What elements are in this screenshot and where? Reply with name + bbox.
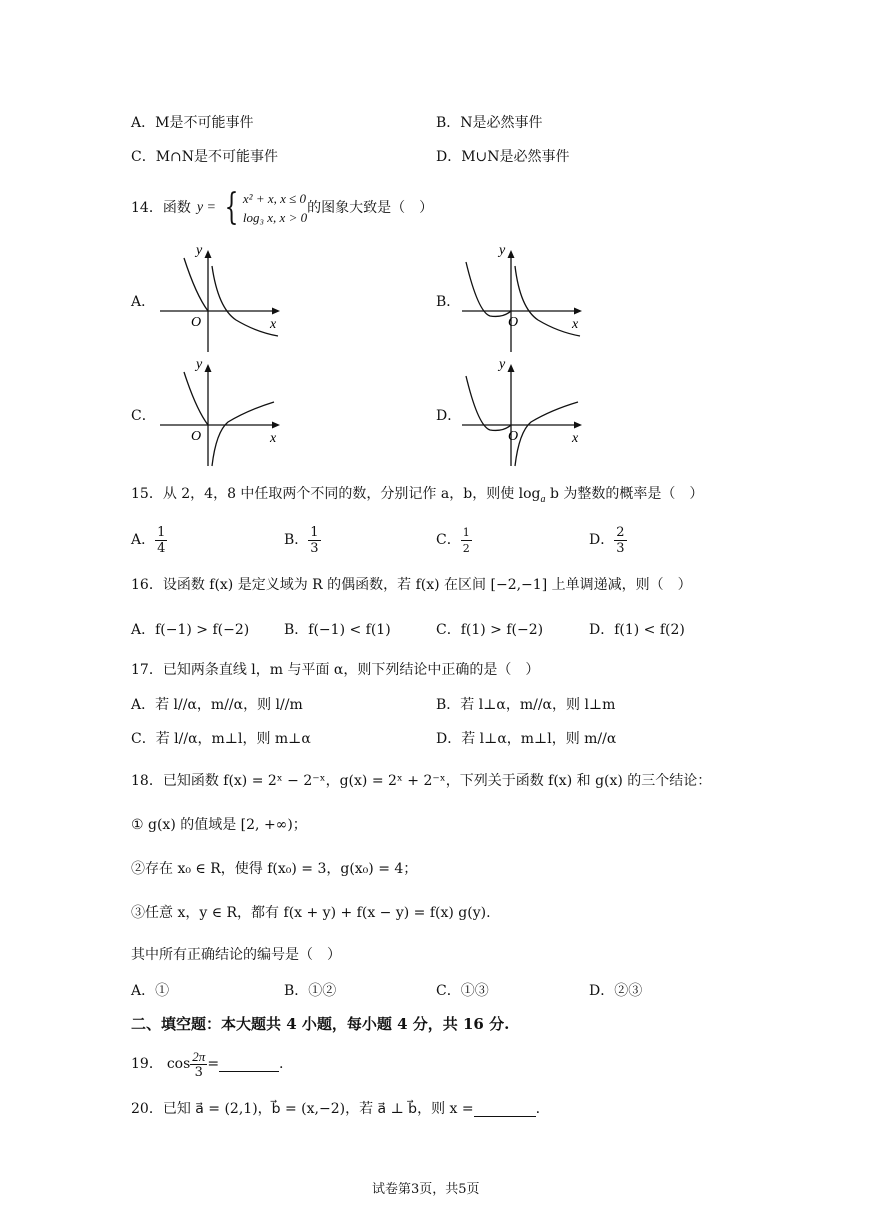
q16-option-d: D．f(1) < f(2) bbox=[589, 622, 685, 638]
q15-option-c-num: 1 bbox=[462, 525, 470, 539]
q15-option-c bbox=[436, 520, 472, 560]
q15-option-b-den: 3 bbox=[310, 540, 319, 556]
graph-b-y-label: y bbox=[499, 243, 506, 258]
q13-option-a: A．M是不可能事件 bbox=[131, 115, 254, 131]
q16-option-b: B．f(−1) < f(1) bbox=[284, 622, 391, 638]
graph-label-d: D． bbox=[436, 408, 462, 424]
q15-option-b-fraction bbox=[308, 525, 320, 556]
q14-suffix: 的图象大致是（ ） bbox=[307, 200, 434, 216]
piecewise-case-2: log₃ x, x > 0 bbox=[242, 210, 308, 225]
graph-d-x-label: x bbox=[572, 431, 579, 446]
q15-stem bbox=[131, 484, 703, 510]
q15-stem-sub: a bbox=[540, 493, 546, 505]
q13-option-d: D．M∪N是必然事件 bbox=[436, 149, 570, 165]
q14-func-y: y = bbox=[196, 200, 216, 215]
q15-stem-tail: b 为整数的概率是（ ） bbox=[545, 486, 704, 502]
graph-label-c: C． bbox=[131, 408, 156, 424]
q19-equals: = bbox=[207, 1056, 220, 1072]
q15-option-a-fraction bbox=[155, 525, 167, 556]
q19-period: . bbox=[279, 1056, 284, 1072]
graph-a bbox=[156, 240, 286, 355]
q16-option-c: C．f(1) > f(−2) bbox=[436, 622, 544, 638]
q14-stem bbox=[131, 187, 433, 229]
q15-option-b-label: B． bbox=[284, 532, 309, 548]
q16-stem: 16．设函数 f(x) 是定义域为 R 的偶函数，若 f(x) 在区间 [−2,−1] 上单调递减，则（ ） bbox=[131, 577, 692, 593]
graph-c-y-label: y bbox=[196, 357, 203, 372]
q18-option-c: C．①③ bbox=[436, 983, 489, 999]
q19-prefix: 19． bbox=[131, 1056, 163, 1072]
q15-option-a-label: A． bbox=[131, 532, 156, 548]
q15-option-d bbox=[589, 520, 627, 560]
q15-option-c-label: C． bbox=[436, 532, 461, 548]
q18-option-b: B．①② bbox=[284, 983, 337, 999]
graph-c bbox=[156, 354, 286, 469]
graph-b bbox=[458, 240, 588, 355]
q15-option-d-label: D． bbox=[589, 532, 615, 548]
graph-b-origin-label: O bbox=[508, 315, 519, 330]
q18-statement-1: ① g(x) 的值域是 [2, +∞)； bbox=[131, 817, 307, 833]
piecewise-brace: { bbox=[224, 187, 239, 228]
q14-prefix: 14．函数 bbox=[131, 200, 191, 216]
q18-statement-2: ②存在 x₀ ∈ R，使得 f(x₀) = 3，g(x₀) = 4； bbox=[131, 861, 418, 877]
page-footer: 试卷第3页，共5页 bbox=[372, 1182, 480, 1197]
graph-a-x-label: x bbox=[270, 317, 277, 332]
q18-option-d: D．②③ bbox=[589, 983, 643, 999]
q15-option-b-num: 1 bbox=[310, 524, 319, 540]
graph-b-x-label: x bbox=[572, 317, 579, 332]
q15-option-c-den: 2 bbox=[462, 541, 470, 555]
q20-period: . bbox=[535, 1101, 541, 1117]
q17-option-c: C．若 l//α，m⊥l，则 m⊥α bbox=[131, 731, 311, 747]
graph-label-a: A． bbox=[131, 294, 156, 310]
q18-stem: 18．已知函数 f(x) = 2ˣ − 2⁻ˣ，g(x) = 2ˣ + 2⁻ˣ，下列关于函数 f(x) 和 g(x) 的三个结论： bbox=[131, 773, 712, 789]
q20-text: 20．已知 a⃗ = (2,1)，b⃗ = (x,−2)，若 a⃗ ⊥ b⃗，则 x = bbox=[131, 1101, 474, 1117]
q19-answer-blank[interactable] bbox=[219, 1057, 279, 1072]
q15-option-b bbox=[284, 520, 321, 560]
q18-option-a: A．① bbox=[131, 983, 170, 999]
q15-option-a-den: 4 bbox=[157, 540, 166, 556]
q13-option-c: C．M∩N是不可能事件 bbox=[131, 149, 279, 165]
q19-fraction bbox=[190, 1049, 207, 1080]
graph-c-origin-label: O bbox=[191, 429, 202, 444]
q18-ask: 其中所有正确结论的编号是（ ） bbox=[131, 947, 341, 963]
graph-d bbox=[458, 354, 588, 469]
graph-a-origin-label: O bbox=[191, 315, 202, 330]
q15-option-d-fraction bbox=[614, 525, 626, 556]
q15-option-d-den: 3 bbox=[616, 540, 625, 556]
q17-option-a: A．若 l//α，m//α，则 l//m bbox=[131, 697, 303, 713]
q18-statement-3: ③任意 x，y ∈ R，都有 f(x + y) + f(x − y) = f(x) g(y). bbox=[131, 905, 491, 921]
q17-option-d: D．若 l⊥α，m⊥l，则 m//α bbox=[436, 731, 617, 747]
q13-option-b: B．N是必然事件 bbox=[436, 115, 543, 131]
graph-c-x-label: x bbox=[270, 431, 277, 446]
piecewise-cases bbox=[243, 189, 307, 227]
section-heading: 二、填空题：本大题共 4 小题，每小题 4 分，共 16 分. bbox=[131, 1015, 510, 1033]
q16-option-a: A．f(−1) > f(−2) bbox=[131, 622, 250, 638]
q15-option-a-num: 1 bbox=[157, 524, 166, 540]
graph-d-origin-label: O bbox=[508, 429, 519, 444]
q15-stem-text: 15．从 2，4，8 中任取两个不同的数，分别记作 a，b，则使 log bbox=[131, 486, 541, 502]
q19 bbox=[131, 1044, 284, 1084]
q17-option-b: B．若 l⊥α，m//α，则 l⊥m bbox=[436, 697, 616, 713]
piecewise-case-1: x² + x, x ≤ 0 bbox=[242, 191, 307, 206]
q15-option-d-num: 2 bbox=[616, 524, 625, 540]
graph-d-y-label: y bbox=[499, 357, 506, 372]
q19-num: 2π bbox=[192, 1048, 206, 1064]
q17-stem: 17．已知两条直线 l，m 与平面 α，则下列结论中正确的是（ ） bbox=[131, 662, 540, 678]
q20 bbox=[131, 1099, 540, 1119]
q19-den: 3 bbox=[194, 1064, 203, 1080]
graph-label-b: B． bbox=[436, 294, 461, 310]
q20-answer-blank[interactable] bbox=[474, 1102, 536, 1117]
q15-option-c-fraction bbox=[461, 525, 472, 556]
q19-cos: cos bbox=[166, 1056, 191, 1072]
graph-a-y-label: y bbox=[196, 243, 203, 258]
q15-option-a bbox=[131, 520, 167, 560]
